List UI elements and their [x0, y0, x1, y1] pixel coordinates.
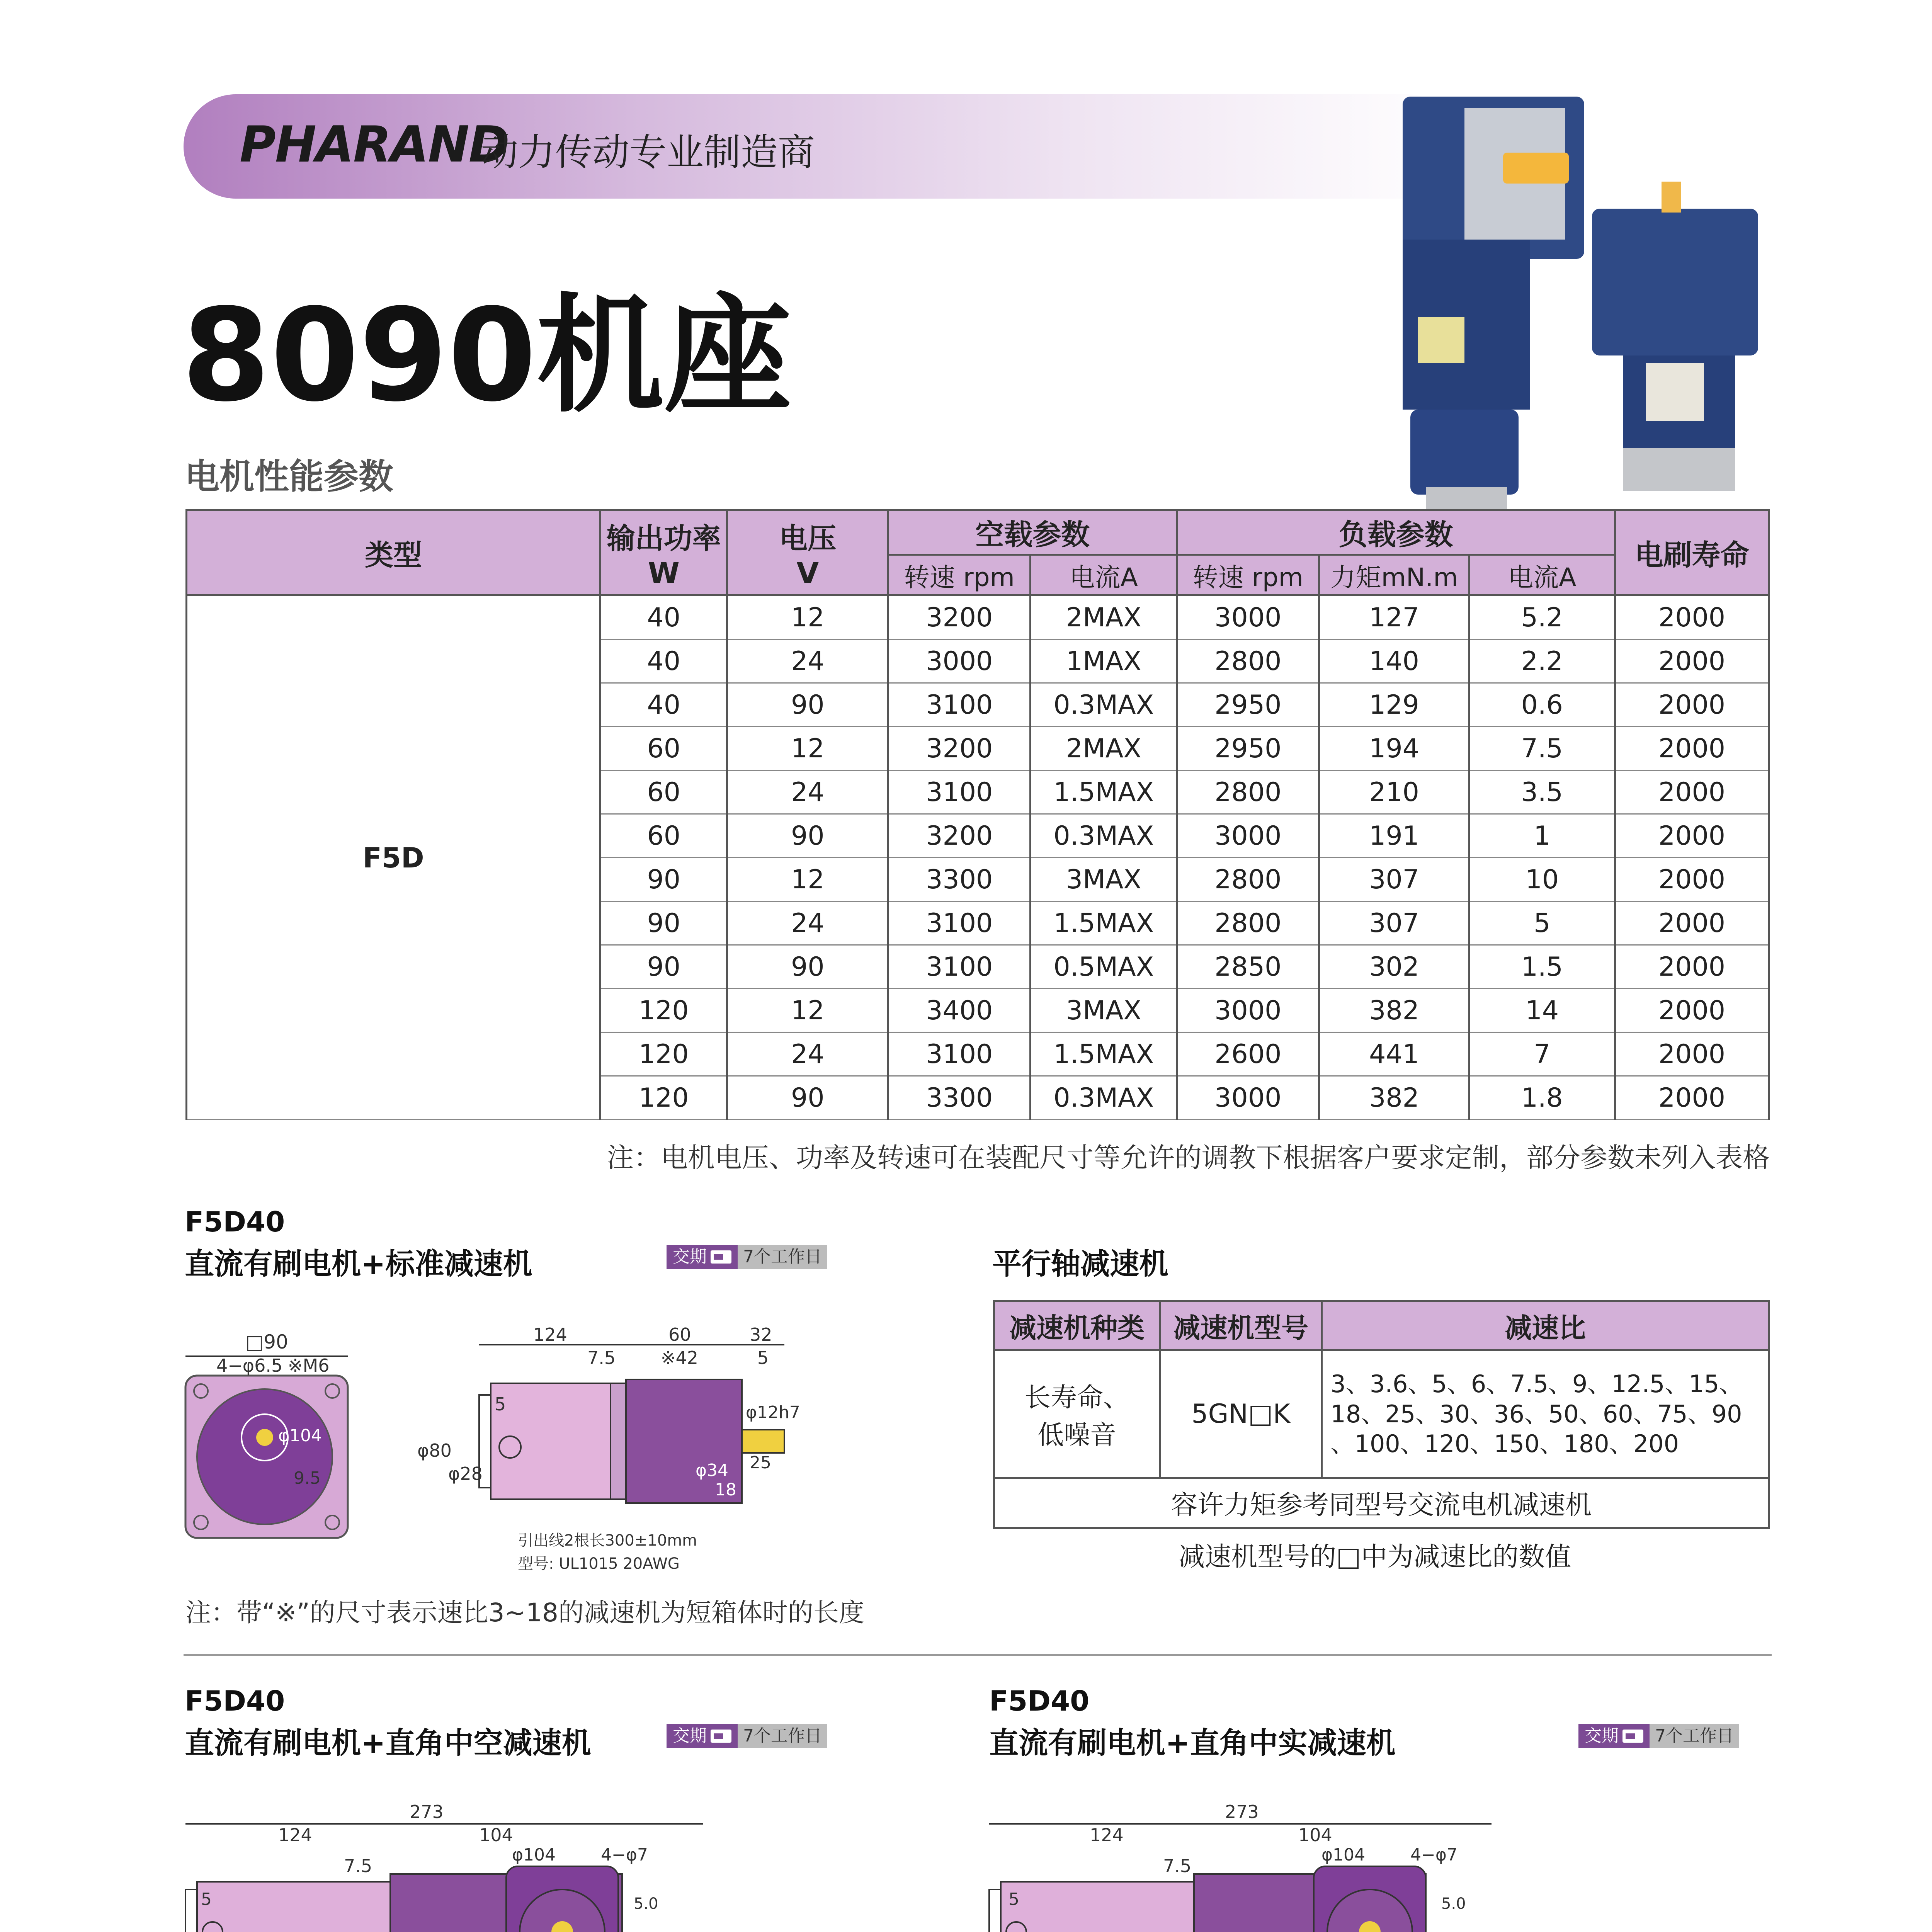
header-noload-current: 电流A	[1031, 555, 1177, 595]
badge-days: 7个工作日	[738, 1724, 827, 1748]
table-cell: 3.5	[1469, 770, 1615, 814]
table-cell: 2600	[1177, 1032, 1319, 1076]
drawing-note: 注：带“※”的尺寸表示速比3~18的减速机为短箱体时的长度	[185, 1598, 864, 1628]
table-cell: 90	[600, 858, 727, 901]
motor-small-image	[1592, 182, 1758, 491]
badge-label: 交期	[673, 1726, 707, 1746]
table-cell: 90	[727, 814, 888, 858]
table-note: 注：电机电压、功率及转速可在装配尺寸等允许的调教下根据客户要求定制，部分参数未列入表格	[607, 1142, 1770, 1173]
header-power: 输出功率 W	[600, 510, 727, 595]
dim-75: 7.5	[587, 1347, 616, 1368]
table-cell: 90	[727, 945, 888, 989]
table-cell: 0.5MAX	[1031, 945, 1177, 989]
table-cell: 120	[600, 1076, 727, 1120]
table-cell: 3000	[1177, 989, 1319, 1032]
section2-model: F5D40	[185, 1685, 285, 1717]
table-cell: 0.3MAX	[1031, 1076, 1177, 1120]
table-cell: 2000	[1615, 770, 1769, 814]
header-reducer-model: 减速机型号	[1160, 1301, 1321, 1350]
delivery-badge-3	[1578, 1724, 1739, 1748]
table-cell: 191	[1319, 814, 1469, 858]
table-cell: 5	[1469, 901, 1615, 945]
type-cell: F5D	[187, 595, 600, 1120]
dim-75: 7.5	[344, 1855, 372, 1876]
table-cell: 302	[1319, 945, 1469, 989]
dim-32: 32	[750, 1324, 772, 1345]
table-cell: 2000	[1615, 989, 1769, 1032]
table-cell: 3000	[1177, 814, 1319, 858]
table-cell: 3400	[888, 989, 1031, 1032]
product-photo	[1376, 85, 1785, 518]
dim-4phi65: 4−φ6.5	[216, 1355, 283, 1376]
table-cell: 3000	[1177, 595, 1319, 639]
dim-m6: ※M6	[288, 1355, 330, 1376]
table-cell: 3000	[888, 639, 1031, 683]
brand-logo: PHARAND	[240, 116, 509, 173]
table-cell: 60	[600, 814, 727, 858]
reducer-model: 5GN□K	[1160, 1350, 1321, 1478]
dim-60: 60	[668, 1324, 691, 1345]
header-torque: 力矩mN.m	[1319, 555, 1469, 595]
table-cell: 12	[727, 858, 888, 901]
table-cell: 2000	[1615, 1032, 1769, 1076]
delivery-badge-2	[667, 1724, 827, 1748]
dim-5: 5	[1009, 1889, 1019, 1909]
section1-model: F5D40	[185, 1206, 285, 1238]
section2-title: 直流有刷电机+直角中空减速机	[185, 1726, 591, 1760]
table-cell: 2800	[1177, 858, 1319, 901]
table-cell: 194	[1319, 727, 1469, 770]
truck-icon	[711, 1250, 731, 1264]
header-reducer-kind: 减速机种类	[994, 1301, 1160, 1350]
table-cell: 307	[1319, 901, 1469, 945]
reducer-footer: 容许力矩参考同型号交流电机减速机	[994, 1478, 1769, 1528]
truck-icon	[1622, 1730, 1643, 1743]
performance-table	[185, 509, 1770, 1120]
table-cell: 1.5MAX	[1031, 1032, 1177, 1076]
dim-18: 18	[715, 1480, 736, 1500]
badge-days: 7个工作日	[1650, 1724, 1739, 1748]
section-subtitle: 电机性能参数	[185, 456, 393, 497]
dim-273: 273	[1225, 1801, 1259, 1822]
dim-104: 104	[1298, 1825, 1332, 1845]
truck-icon	[711, 1730, 731, 1743]
table-cell: 1.5	[1469, 945, 1615, 989]
table-cell: 40	[600, 639, 727, 683]
badge-days: 7个工作日	[738, 1245, 827, 1269]
table-cell: 2000	[1615, 858, 1769, 901]
table-cell: 24	[727, 1032, 888, 1076]
table-cell: 3200	[888, 814, 1031, 858]
table-cell: 2000	[1615, 945, 1769, 989]
table-cell: 2850	[1177, 945, 1319, 989]
table-cell: 441	[1319, 1032, 1469, 1076]
dim-phi104: φ104	[278, 1426, 322, 1446]
front-view	[185, 1331, 348, 1538]
table-cell: 0.3MAX	[1031, 814, 1177, 858]
table-cell: 3100	[888, 1032, 1031, 1076]
badge-label: 交期	[673, 1247, 707, 1267]
dim-4phi7: 4−φ7	[1410, 1845, 1458, 1865]
section3-model: F5D40	[989, 1685, 1090, 1717]
table-cell: 0.3MAX	[1031, 683, 1177, 727]
table-cell: 0.6	[1469, 683, 1615, 727]
header-noload: 空载参数	[888, 510, 1177, 555]
table-cell: 2000	[1615, 639, 1769, 683]
dim-phi12h7: φ12h7	[746, 1403, 800, 1422]
table-cell: 2800	[1177, 901, 1319, 945]
table-cell: 3100	[888, 770, 1031, 814]
badge-label: 交期	[1585, 1726, 1619, 1746]
table-cell: 14	[1469, 989, 1615, 1032]
table-cell: 40	[600, 595, 727, 639]
table-cell: 2MAX	[1031, 727, 1177, 770]
dim-95: 9.5	[294, 1468, 321, 1488]
table-cell: 120	[600, 1032, 727, 1076]
table-cell: 2.2	[1469, 639, 1615, 683]
header-reducer-ratio: 减速比	[1322, 1301, 1769, 1350]
table-cell: 210	[1319, 770, 1469, 814]
wire-spec: 引出线2根长300±10mm	[518, 1532, 697, 1549]
header-brush-life: 电刷寿命	[1615, 510, 1769, 595]
table-cell: 2000	[1615, 727, 1769, 770]
dim-phi28: φ28	[448, 1463, 483, 1484]
table-cell: 307	[1319, 858, 1469, 901]
table-cell: 2000	[1615, 901, 1769, 945]
table-cell: 1.8	[1469, 1076, 1615, 1120]
table-cell: 2000	[1615, 814, 1769, 858]
table-cell: 120	[600, 989, 727, 1032]
header-load-current: 电流A	[1469, 555, 1615, 595]
table-cell: 90	[727, 683, 888, 727]
wire-type: 型号: UL1015 20AWG	[518, 1555, 680, 1573]
solid-shaft-drawing-top	[966, 1785, 1700, 1932]
reducer-note: 减速机型号的□中为减速比的数值	[1179, 1542, 1571, 1572]
table-cell: 40	[600, 683, 727, 727]
dim-75: 7.5	[1163, 1855, 1192, 1876]
table-cell: 3MAX	[1031, 989, 1177, 1032]
table-cell: 90	[727, 1076, 888, 1120]
table-cell: 24	[727, 639, 888, 683]
header-voltage: 电压 V	[727, 510, 888, 595]
table-cell: 12	[727, 989, 888, 1032]
dim-124: 124	[533, 1324, 567, 1345]
table-row	[187, 595, 1769, 639]
table-cell: 2000	[1615, 1076, 1769, 1120]
table-cell: 1	[1469, 814, 1615, 858]
table-cell: 127	[1319, 595, 1469, 639]
reducer-heading: 平行轴减速机	[992, 1247, 1168, 1281]
table-cell: 2800	[1177, 770, 1319, 814]
table-cell: 382	[1319, 989, 1469, 1032]
table-cell: 7	[1469, 1032, 1615, 1076]
dim-5: 5	[201, 1889, 212, 1909]
motor-large-image	[1403, 97, 1584, 514]
dim-273: 273	[410, 1801, 444, 1822]
dim-5: 5	[757, 1347, 769, 1368]
table-cell: 129	[1319, 683, 1469, 727]
table-cell: 24	[727, 770, 888, 814]
dim-phi80: φ80	[417, 1440, 452, 1461]
section3-title: 直流有刷电机+直角中实减速机	[989, 1726, 1396, 1760]
table-cell: 3100	[888, 683, 1031, 727]
section-divider	[184, 1654, 1772, 1656]
table-cell: 12	[727, 727, 888, 770]
header-load-speed: 转速 rpm	[1177, 555, 1319, 595]
table-cell: 2000	[1615, 595, 1769, 639]
dim-124: 124	[1090, 1825, 1124, 1845]
dim-124: 124	[278, 1825, 312, 1845]
table-cell: 382	[1319, 1076, 1469, 1120]
table-cell: 3000	[1177, 1076, 1319, 1120]
table-cell: 60	[600, 727, 727, 770]
dim-25: 25	[750, 1453, 771, 1473]
table-cell: 60	[600, 770, 727, 814]
header-noload-speed: 转速 rpm	[888, 555, 1031, 595]
table-cell: 3200	[888, 595, 1031, 639]
dim-104: 104	[479, 1825, 513, 1845]
dim-50: 5.0	[1441, 1895, 1466, 1913]
table-cell: 2950	[1177, 727, 1319, 770]
dim-phi34: φ34	[696, 1461, 729, 1480]
table-cell: 90	[600, 945, 727, 989]
table-cell: 2800	[1177, 639, 1319, 683]
table-cell: 7.5	[1469, 727, 1615, 770]
side-view	[417, 1324, 800, 1573]
standard-gearbox-drawing	[178, 1314, 958, 1584]
table-cell: 3300	[888, 1076, 1031, 1120]
section1-title: 直流有刷电机+标准减速机	[185, 1247, 532, 1281]
dim-phi104: φ104	[1321, 1845, 1366, 1865]
dim-5-side: 5	[495, 1394, 506, 1415]
dim-4phi7: 4−φ7	[601, 1845, 648, 1865]
delivery-badge-1	[667, 1245, 827, 1269]
table-cell: 12	[727, 595, 888, 639]
table-cell: 2950	[1177, 683, 1319, 727]
table-cell: 24	[727, 901, 888, 945]
table-cell: 3300	[888, 858, 1031, 901]
dim-50: 5.0	[634, 1895, 658, 1913]
brand-slogan: 动力传动专业制造商	[481, 131, 815, 174]
table-cell: 2000	[1615, 683, 1769, 727]
reducer-table	[993, 1300, 1770, 1529]
table-cell: 140	[1319, 639, 1469, 683]
performance-table-body	[187, 595, 1769, 1120]
table-cell: 5.2	[1469, 595, 1615, 639]
header-load: 负载参数	[1177, 510, 1615, 555]
reducer-kind: 长寿命、 低噪音	[994, 1350, 1160, 1478]
dim-phi104: φ104	[512, 1845, 556, 1865]
header-type: 类型	[187, 510, 600, 595]
dim-42: ※42	[661, 1347, 699, 1368]
table-cell: 1.5MAX	[1031, 901, 1177, 945]
table-cell: 1MAX	[1031, 639, 1177, 683]
table-cell: 3100	[888, 945, 1031, 989]
table-cell: 90	[600, 901, 727, 945]
hollow-shaft-drawing-top	[147, 1785, 881, 1932]
dim-90: □90	[245, 1331, 288, 1353]
table-cell: 1.5MAX	[1031, 770, 1177, 814]
table-cell: 10	[1469, 858, 1615, 901]
reducer-ratios: 3、3.6、5、6、7.5、9、12.5、15、 18、25、30、36、50、60、75、90 、100、120、150、180、200	[1322, 1350, 1769, 1478]
table-cell: 3MAX	[1031, 858, 1177, 901]
page-title: 8090机座	[182, 281, 792, 430]
table-cell: 3200	[888, 727, 1031, 770]
table-cell: 3100	[888, 901, 1031, 945]
table-cell: 2MAX	[1031, 595, 1177, 639]
